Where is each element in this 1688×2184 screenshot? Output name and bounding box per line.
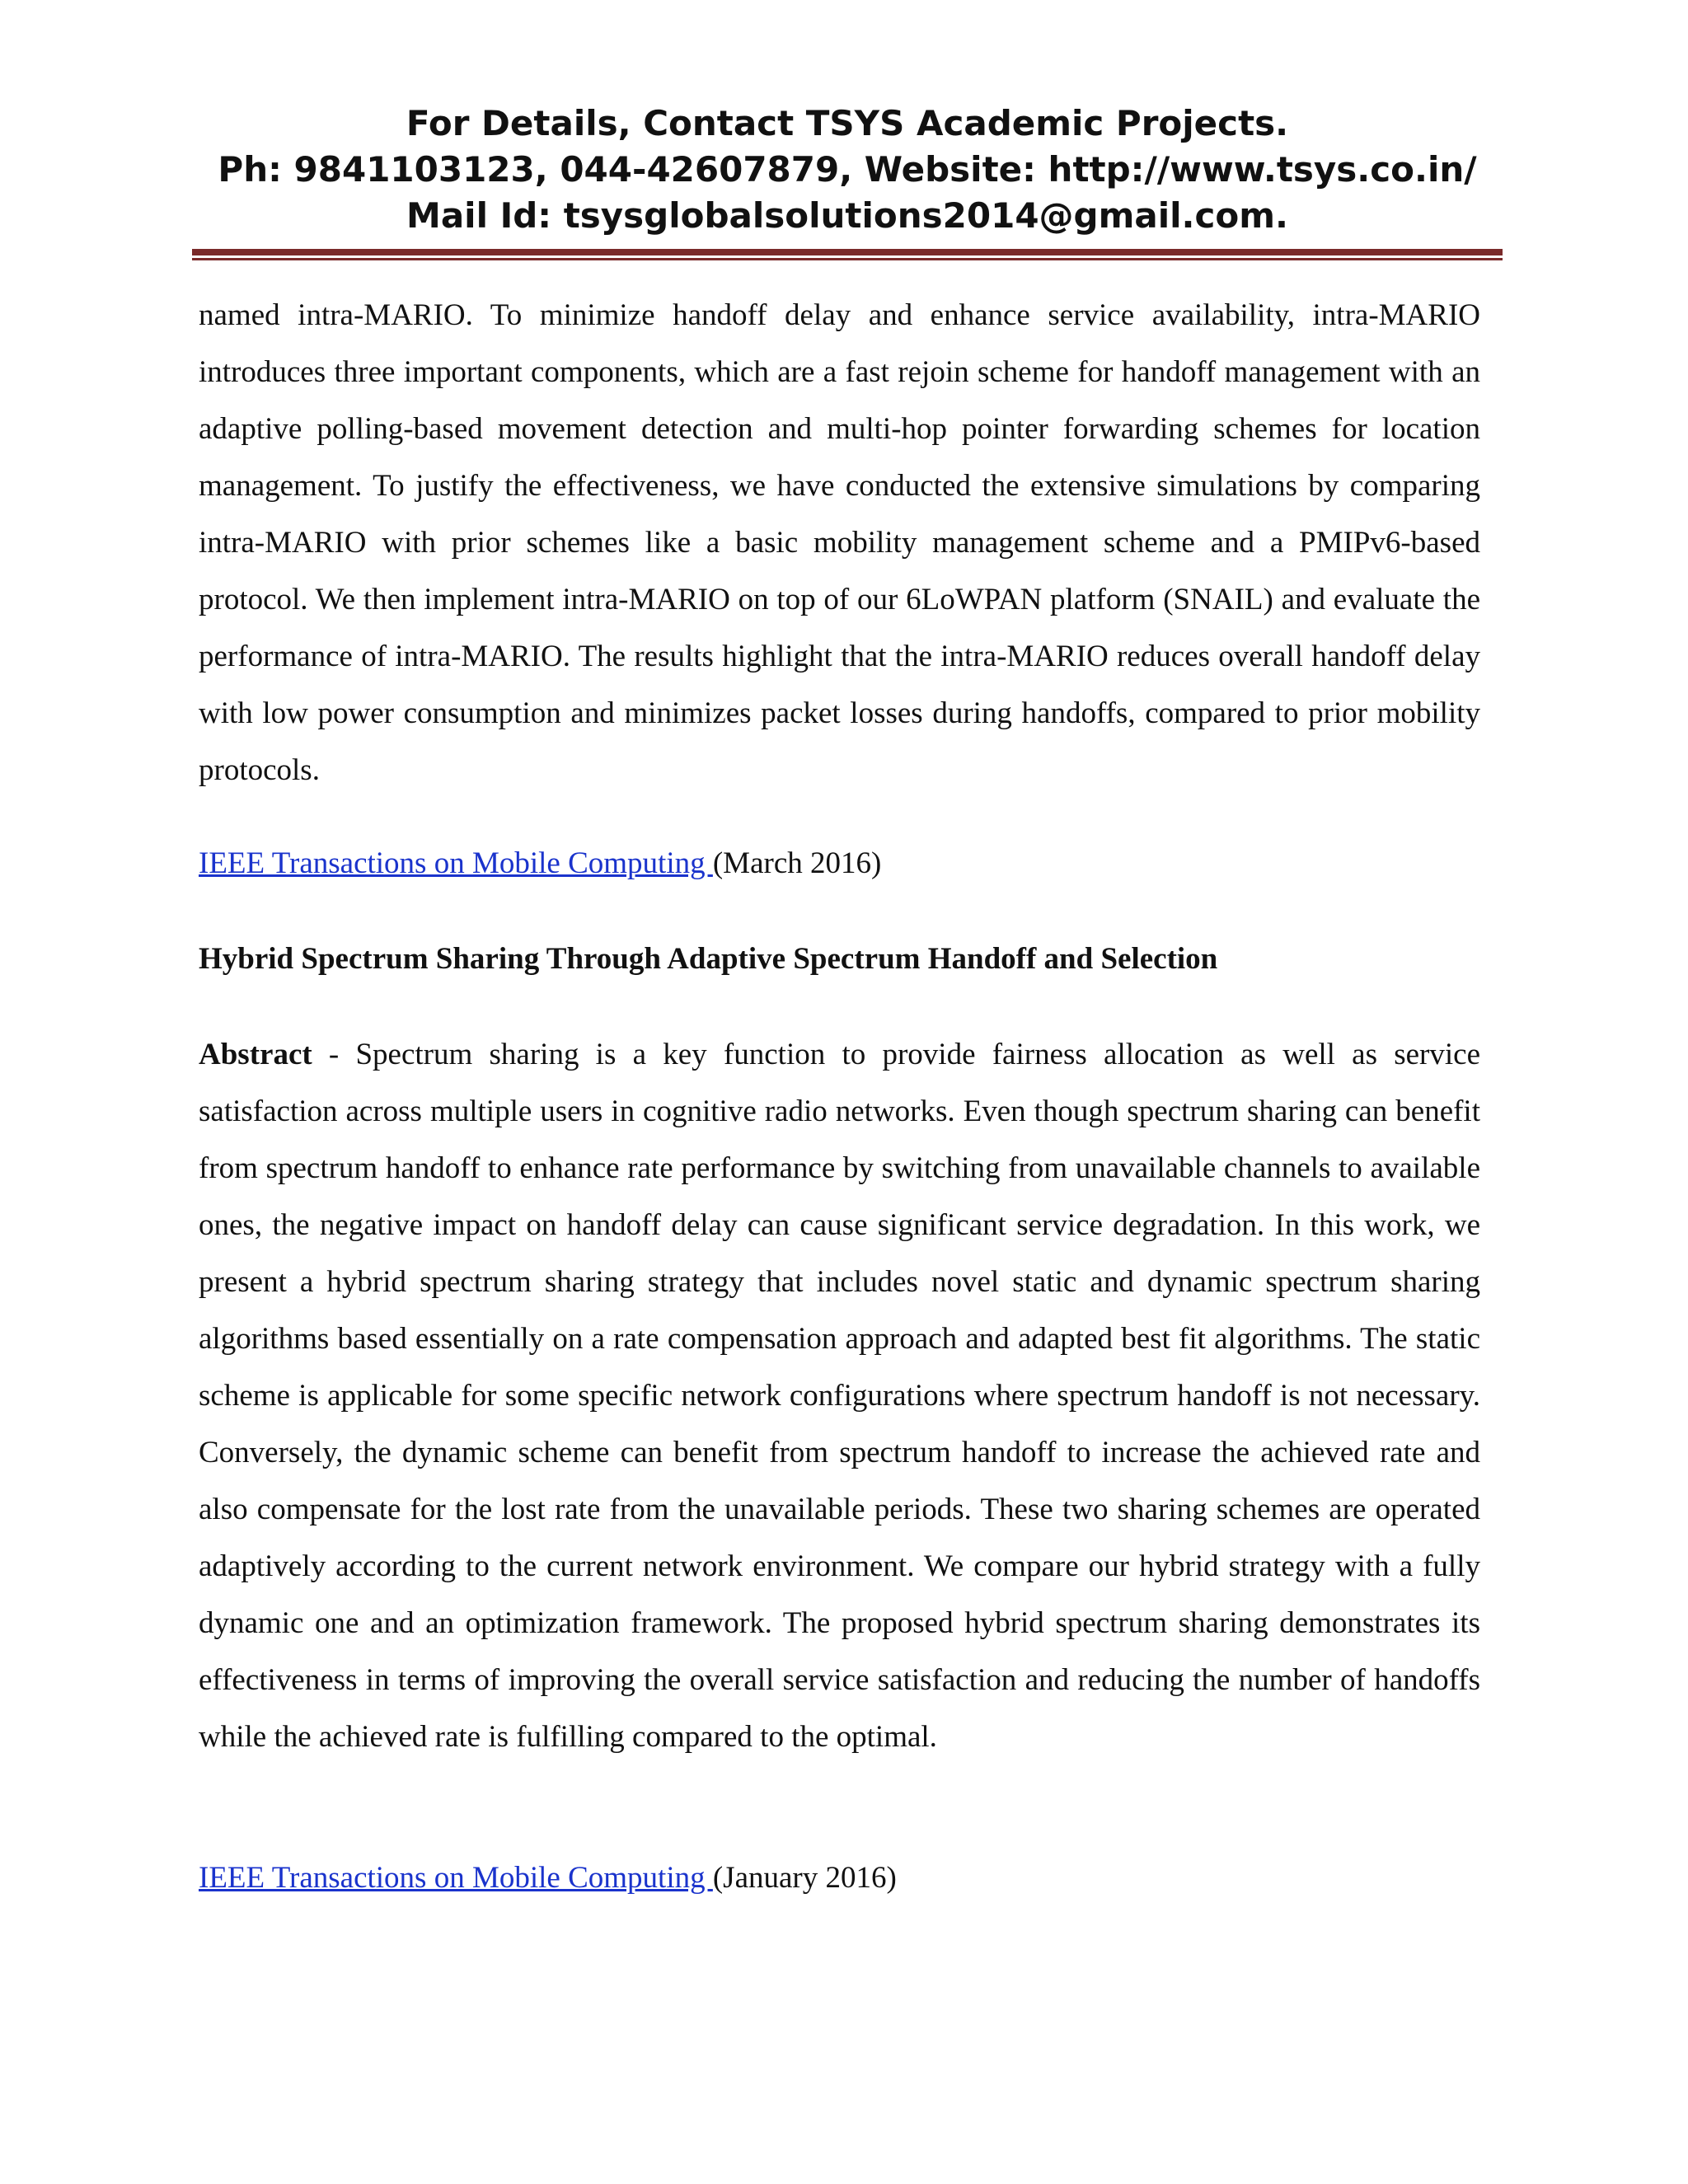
header-line-email: Mail Id: tsysglobalsolutions2014@gmail.com. bbox=[406, 195, 1288, 236]
journal-link-1[interactable]: IEEE Transactions on Mobile Computing bbox=[199, 846, 713, 880]
journal-link-2[interactable]: IEEE Transactions on Mobile Computing bbox=[199, 1861, 713, 1895]
header-divider-thin bbox=[192, 258, 1503, 260]
abstract-paragraph bbox=[199, 1026, 1480, 1765]
header-line-phone-website: Ph: 9841103123, 044-42607879, Website: http://www.tsys.co.in/ bbox=[218, 149, 1477, 190]
publication-date-1: (March 2016) bbox=[712, 846, 882, 880]
publication-date-2: (January 2016) bbox=[712, 1861, 897, 1895]
abstract-text: - Spectrum sharing is a key function to provide fairness allocation as well as service satisfaction across multiple users in cognitive radio networks. Even though spectrum sharing can benefit from spectrum handoff to enhance rate performance by switching from unavailable channels to available ones, the negative impact on handoff delay can cause significant service degradation. In this work, we present a hybrid spectrum sharing strategy that includes novel static and dynamic spectrum sharing algorithms based essentially on a rate compensation approach and adapted best fit algorithms. The static scheme is applicable for some specific network configurations where spectrum handoff is not necessary. Conversely, the dynamic scheme can benefit from spectrum handoff to increase the achieved rate and also compensate for the lost rate from the unavailable periods. These two sharing schemes are operated adaptively according to the current network environment. We compare our hybrid strategy with a fully dynamic one and an optimization framework. The proposed hybrid spectrum sharing demonstrates its effectiveness in terms of improving the overall service satisfaction and reducing the number of handoffs while the achieved rate is fulfilling compared to the optimal. bbox=[199, 1038, 1480, 1754]
contact-header bbox=[192, 101, 1503, 239]
paper-title: Hybrid Spectrum Sharing Through Adaptive Spectrum Handoff and Selection bbox=[199, 942, 1218, 976]
continued-abstract-paragraph: named intra-MARIO. To minimize handoff delay and enhance service availability, intra-MARIO introduces three important components, which are a fast rejoin scheme for handoff management with an adaptive polling-based movement detection and multi-hop pointer forwarding schemes for location management. To justify the effectiveness, we have conducted the extensive simulations by comparing intra-MARIO with prior schemes like a basic mobility management scheme and a PMIPv6-based protocol. We then implement intra-MARIO on top of our 6LoWPAN platform (SNAIL) and evaluate the performance of intra-MARIO. The results highlight that the intra-MARIO reduces overall handoff delay with low power consumption and minimizes packet losses during handoffs, compared to prior mobility protocols. bbox=[199, 298, 1480, 787]
header-divider-thick bbox=[192, 249, 1503, 255]
header-line-contact: For Details, Contact TSYS Academic Projects. bbox=[406, 103, 1289, 143]
abstract-label: Abstract bbox=[199, 1038, 312, 1071]
source-citation-1 bbox=[199, 843, 1480, 884]
source-citation-2 bbox=[199, 1858, 1480, 1899]
